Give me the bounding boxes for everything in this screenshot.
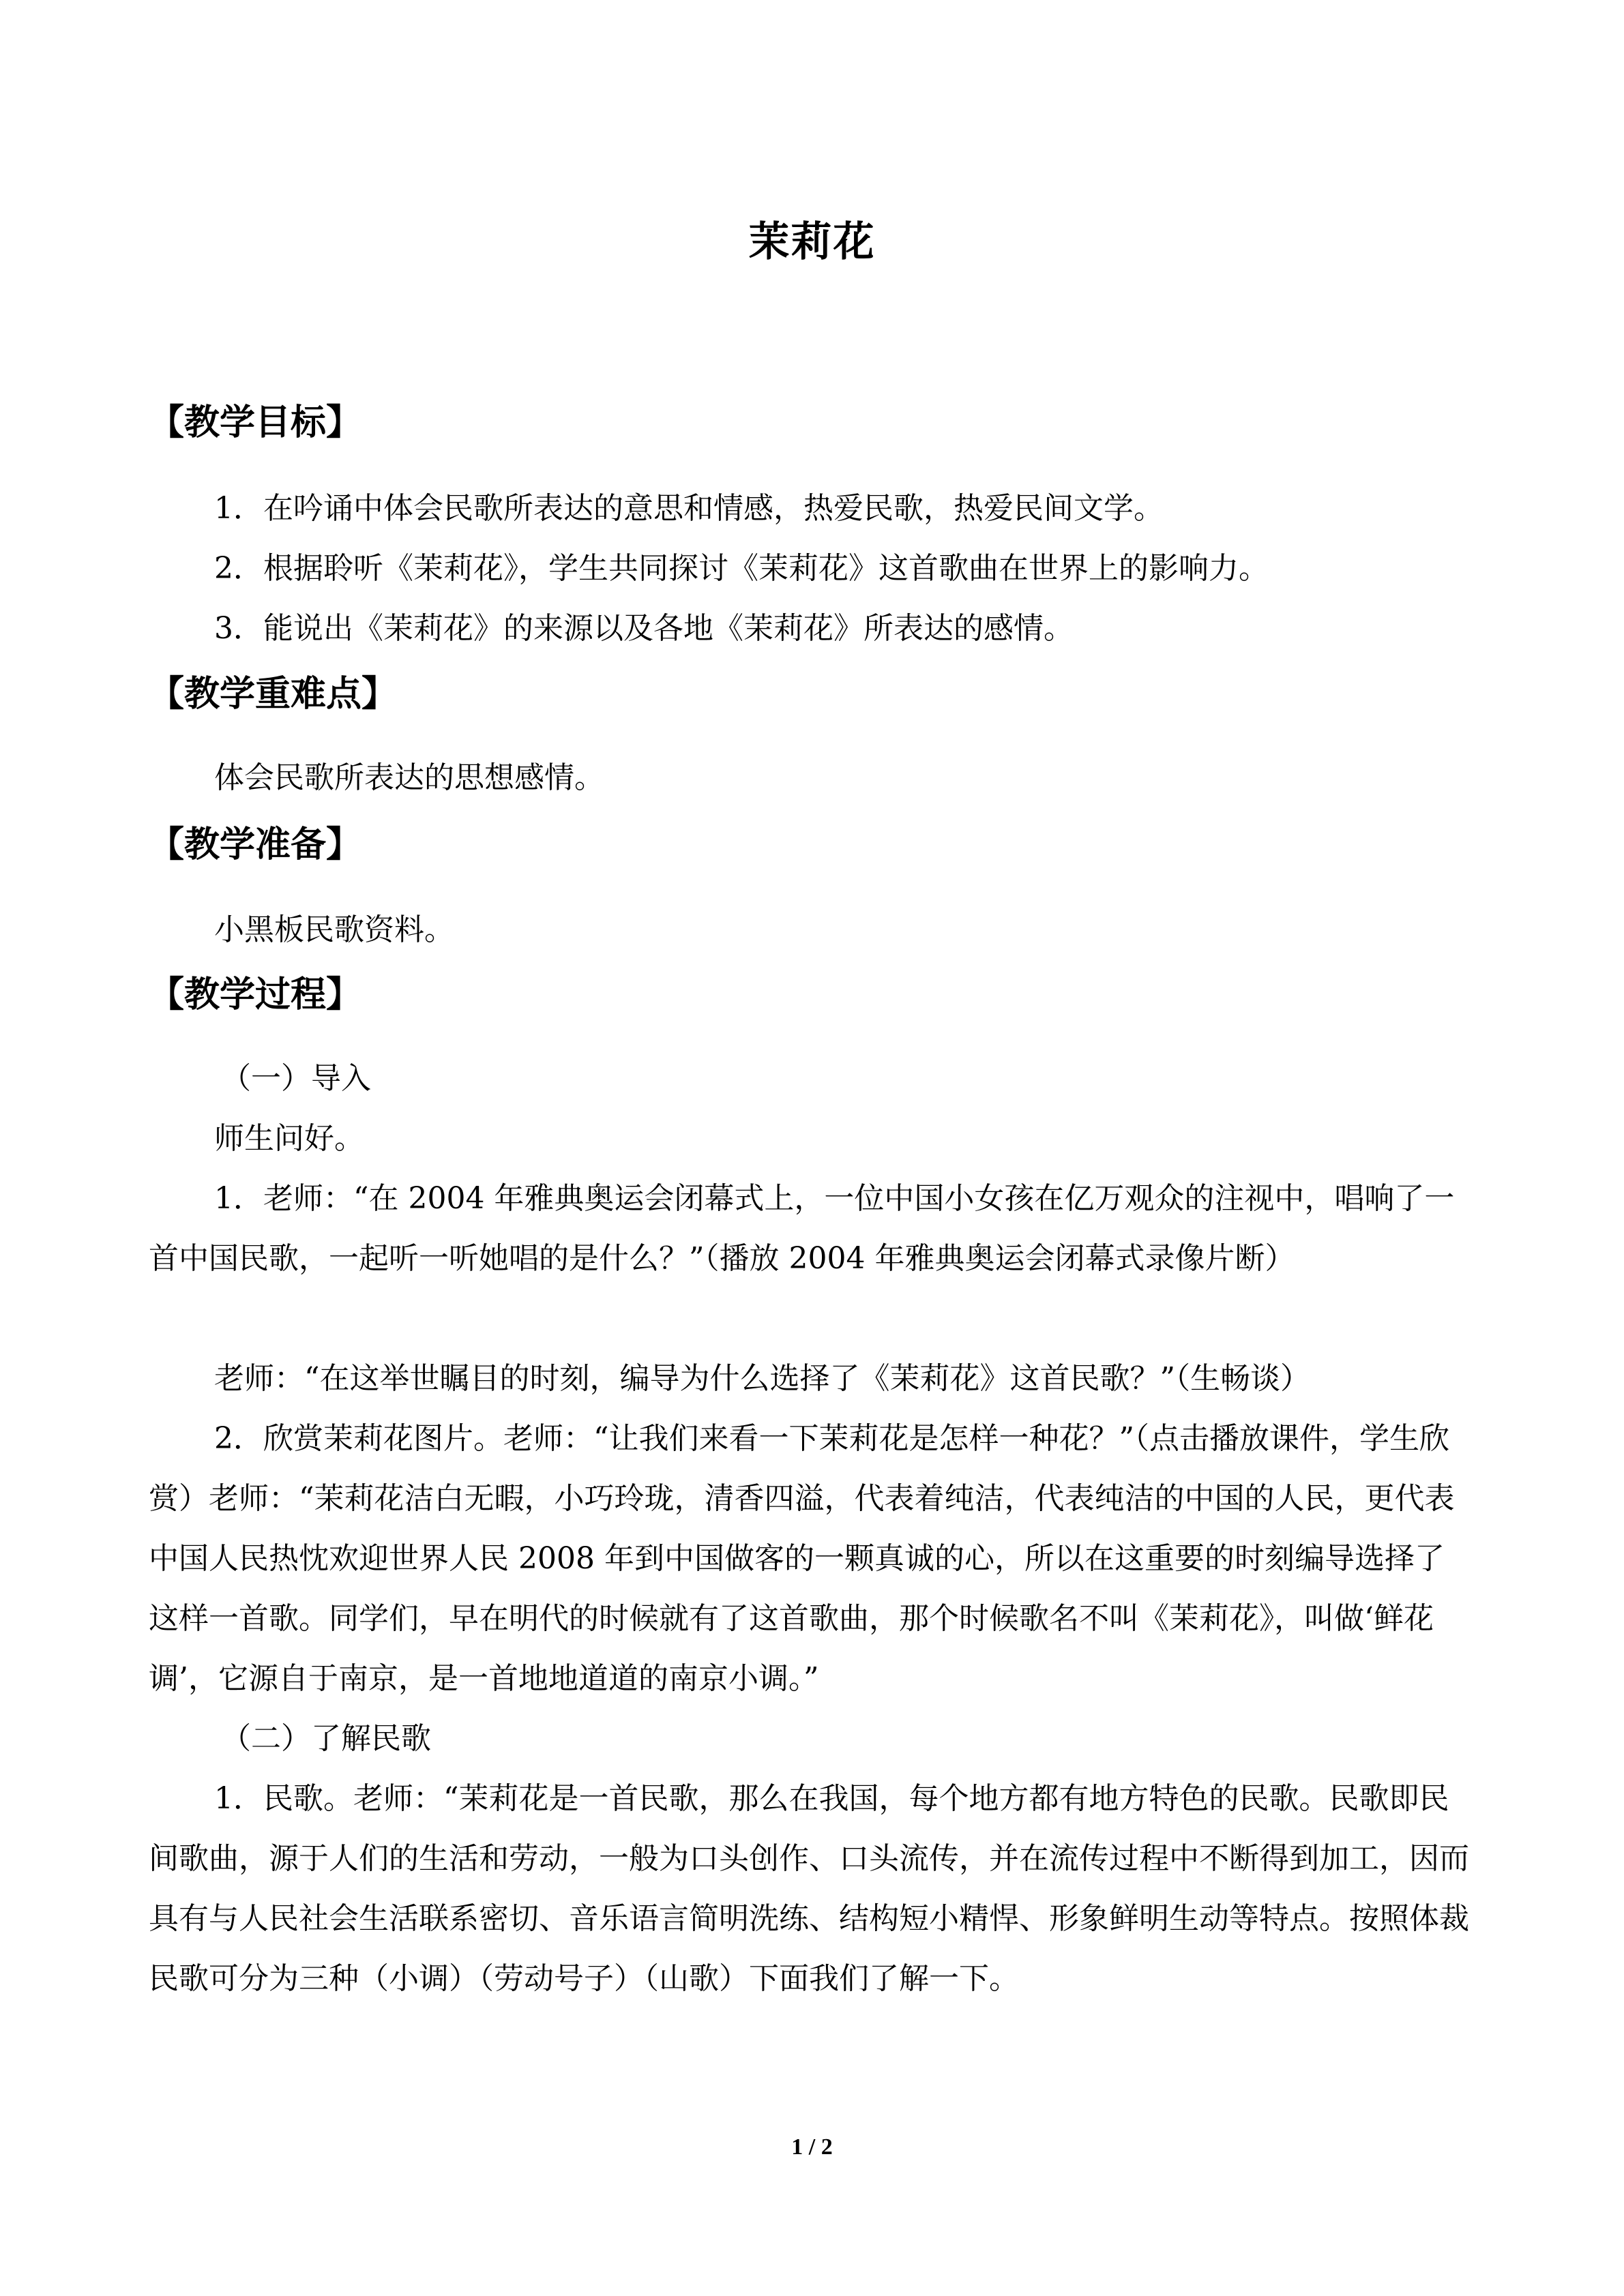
section-heading-objectives: 【教学目标】 <box>149 402 362 443</box>
objective-item-3: 3．能说出《茉莉花》的来源以及各地《茉莉花》所表达的感情。 <box>214 611 1074 646</box>
process-subheading-folk-songs: （二）了解民歌 <box>221 1721 431 1756</box>
section-heading-preparation: 【教学准备】 <box>149 824 362 865</box>
section-heading-process: 【教学过程】 <box>149 974 362 1015</box>
section-heading-key-points: 【教学重难点】 <box>149 674 398 715</box>
objective-item-1: 1．在吟诵中体会民歌所表达的意思和情感，热爱民歌，热爱民间文学。 <box>214 491 1164 526</box>
process-greeting: 师生问好。 <box>214 1121 364 1156</box>
key-points-text: 体会民歌所表达的思想感情。 <box>214 760 604 795</box>
process-subheading-intro: （一）导入 <box>221 1061 371 1096</box>
objective-item-2: 2．根据聆听《茉莉花》，学生共同探讨《茉莉花》这首歌曲在世界上的影响力。 <box>214 551 1269 586</box>
process-paragraph-1: 1．老师：“在 2004 年雅典奥运会闭幕式上，一位中国小女孩在亿万观众的注视中，唱响了一首中国民歌，一起听一听她唱的是什么？”（播放 2004 年雅典奥运会闭幕式录像片断） <box>149 1181 1455 1276</box>
process-paragraph-2: 2．欣赏茉莉花图片。老师：“让我们来看一下茉莉花是怎样一种花？”（点击播放课件，学生欣赏）老师：“茉莉花洁白无暇，小巧玲珑，清香四溢，代表着纯洁，代表纯洁的中国的人民，更代表中国人民热忱欢迎世界人民 2008 年到中国做客的一颗真诚的心，所以在这重要的时刻编导选择了这样一首歌。同学们，早在明代的时候就有了这首歌曲，那个时候歌名不叫《茉莉花》，叫做‘鲜花调’，它源自于南京，是一首地地道道的南京小调。” <box>149 1421 1455 1696</box>
process-paragraph-3: 1．民歌。老师：“茉莉花是一首民歌，那么在我国，每个地方都有地方特色的民歌。民歌即民间歌曲，源于人们的生活和劳动，一般为口头创作、口头流传，并在流传过程中不断得到加工，因而具有与人民社会生活联系密切、音乐语言简明洗练、结构短小精悍、形象鲜明生动等特点。按照体裁民歌可分为三种（小调）（劳动号子）（山歌）下面我们了解一下。 <box>149 1781 1469 1996</box>
page-number: 1 / 2 <box>791 2134 833 2160</box>
process-teacher-question: 老师：“在这举世瞩目的时刻，编导为什么选择了《茉莉花》这首民歌？”（生畅谈） <box>214 1361 1310 1396</box>
preparation-text: 小黑板民歌资料。 <box>214 912 454 947</box>
document-title: 茉莉花 <box>748 218 876 266</box>
